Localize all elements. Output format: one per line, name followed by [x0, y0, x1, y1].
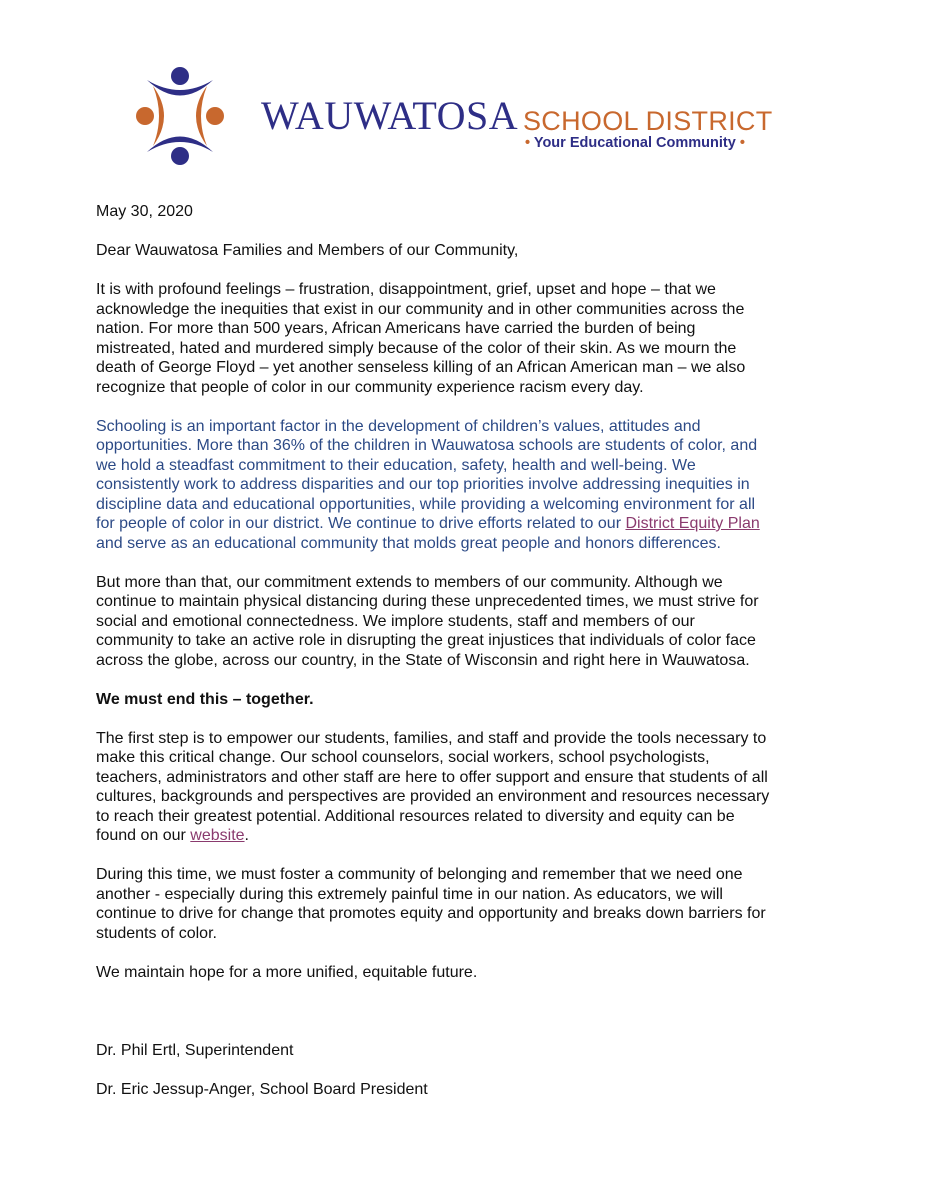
district-equity-plan-link[interactable]: District Equity Plan	[625, 515, 760, 532]
logo-tagline: • Your Educational Community •	[525, 135, 745, 151]
logo-wordmark: WAUWATOSA	[261, 93, 519, 138]
district-logo	[135, 66, 785, 166]
paragraph-5: During this time, we must foster a community of belonging and remember that we need one another - especially during this extremely painful time in our nation. As educators, we will continue to drive for change that promotes equity and opportunity and breaks down barriers for students of color.	[96, 866, 766, 942]
letter-date: May 30, 2020	[96, 203, 193, 220]
greeting: Dear Wauwatosa Families and Members of our Community,	[96, 242, 519, 259]
people-circle-logo-icon	[135, 66, 225, 166]
signature-superintendent: Dr. Phil Ertl, Superintendent	[96, 1041, 294, 1059]
paragraph-2: Schooling is an important factor in the development of children’s values, attitudes and opportunities. More than 36% of the children in Wauwatosa schools are students of color, and we hold a steadfast commitment to their education, safety, health and well-being. We consistently work to address disparities and our top priorities involve addressing inequities in discipline data and educational opportunities, while providing a welcoming environment for all for people of color in our district. We continue to drive efforts related to our District Equity Plan and serve as an educational community that molds great people and honors differences.	[96, 417, 760, 552]
logo-district: SCHOOL DISTRICT	[523, 106, 773, 136]
closing-line: We maintain hope for a more unified, equitable future.	[96, 963, 478, 981]
signature-board-president: Dr. Eric Jessup-Anger, School Board President	[96, 1080, 428, 1098]
paragraph-1: It is with profound feelings – frustration, disappointment, grief, upset and hope – that we acknowledge the inequities that exist in our community and in other communities across the nation. For more than 500 years, African Americans have carried the burden of being mistreated, hated and murdered simply because of the color of their skin. As we mourn the death of George Floyd – yet another senseless killing of an African American man – we also recognize that people of color in our community experience racism every day.	[96, 281, 746, 396]
emphasis-line: We must end this – together.	[96, 690, 314, 708]
paragraph-3: But more than that, our commitment extends to members of our community. Although we continue to maintain physical distancing during these unprecedented times, we must strive for social and emotional connectedness. We implore students, staff and members of our community to take an active role in disrupting the great injustices that individuals of color face across the globe, across our country, in the State of Wisconsin and right here in Wauwatosa.	[96, 573, 759, 669]
paragraph-4: The first step is to empower our students, families, and staff and provide the tools necessary to make this critical change. Our school counselors, social workers, school psychologists, teachers, administrators and other staff are here to offer support and ensure that students of all cultures, backgrounds and perspectives are provided an environment and resources necessary to reach their greatest potential. Additional resources related to diversity and equity can be found on our website.	[96, 729, 770, 844]
letter-body	[96, 202, 836, 1119]
website-link[interactable]: website	[190, 827, 245, 844]
